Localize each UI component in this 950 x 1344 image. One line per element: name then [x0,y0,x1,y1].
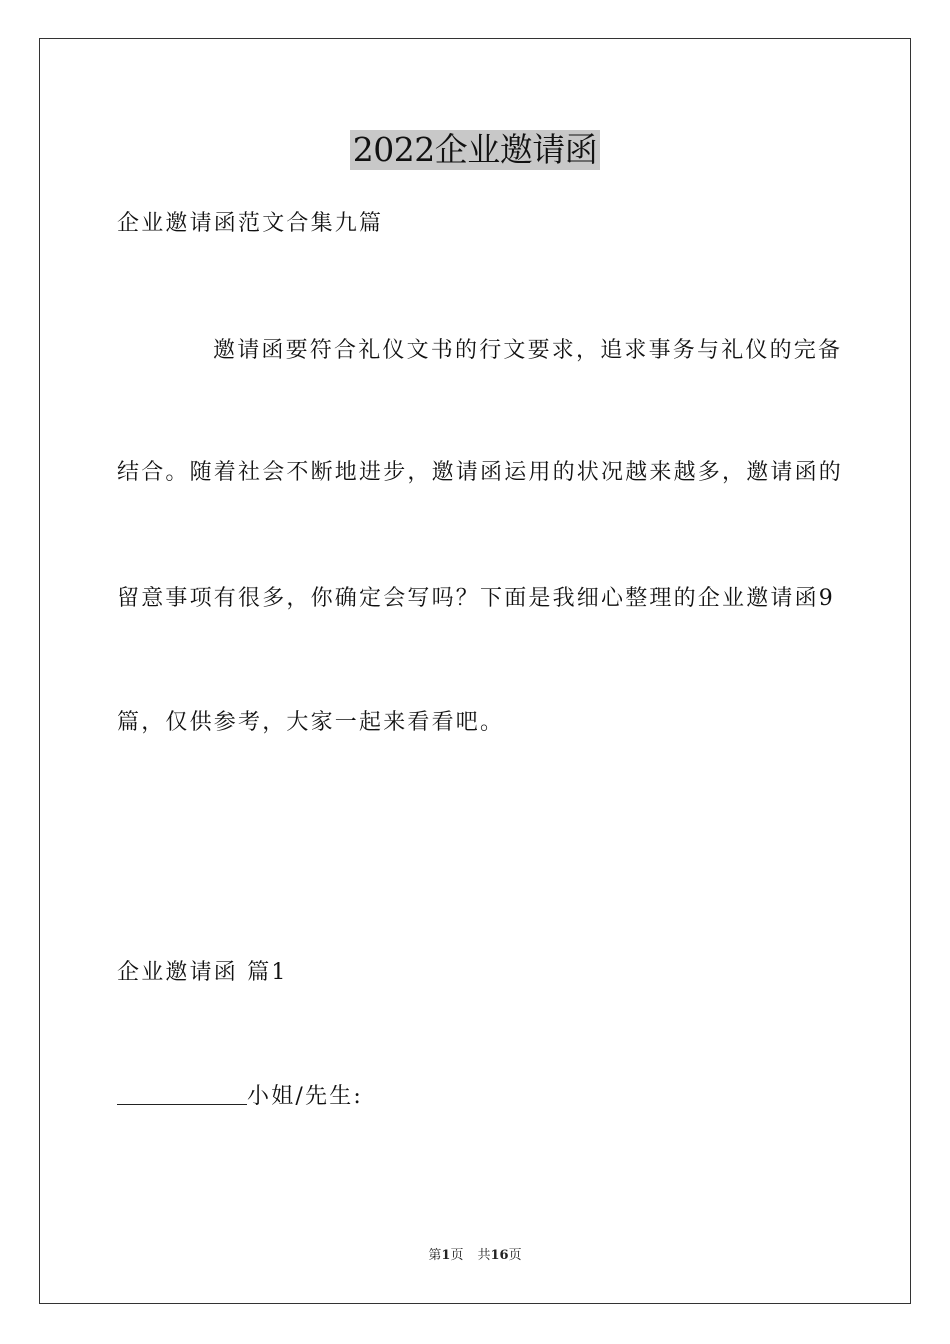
document-subtitle: 企业邀请函范文合集九篇 [117,211,384,236]
title-container [0,130,950,170]
total-suffix: 页 [508,1248,522,1263]
total-pages: 16 [490,1248,509,1263]
intro-line-2: 结合。随着社会不断地进步，邀请函运用的状况越来越多，邀请函的 [117,460,844,485]
page-prefix: 第 [428,1248,442,1263]
document-title: 2022企业邀请函 [350,130,600,170]
salutation-text: 小姐/先生: [247,1084,364,1109]
intro-line-4: 篇，仅供参考，大家一起来看看吧。 [117,710,505,735]
page-footer [0,1247,950,1265]
name-blank [117,1082,247,1105]
page-number: 1 [441,1248,451,1263]
intro-line-1: 邀请函要符合礼仪文书的行文要求，追求事务与礼仪的完备 [213,338,843,363]
salutation-line [117,1082,363,1112]
intro-line-3: 留意事项有很多，你确定会写吗？下面是我细心整理的企业邀请函9 [117,586,835,611]
total-prefix: 共 [477,1248,491,1263]
page-suffix: 页 [450,1248,464,1263]
section-heading: 企业邀请函 篇1 [117,960,288,985]
